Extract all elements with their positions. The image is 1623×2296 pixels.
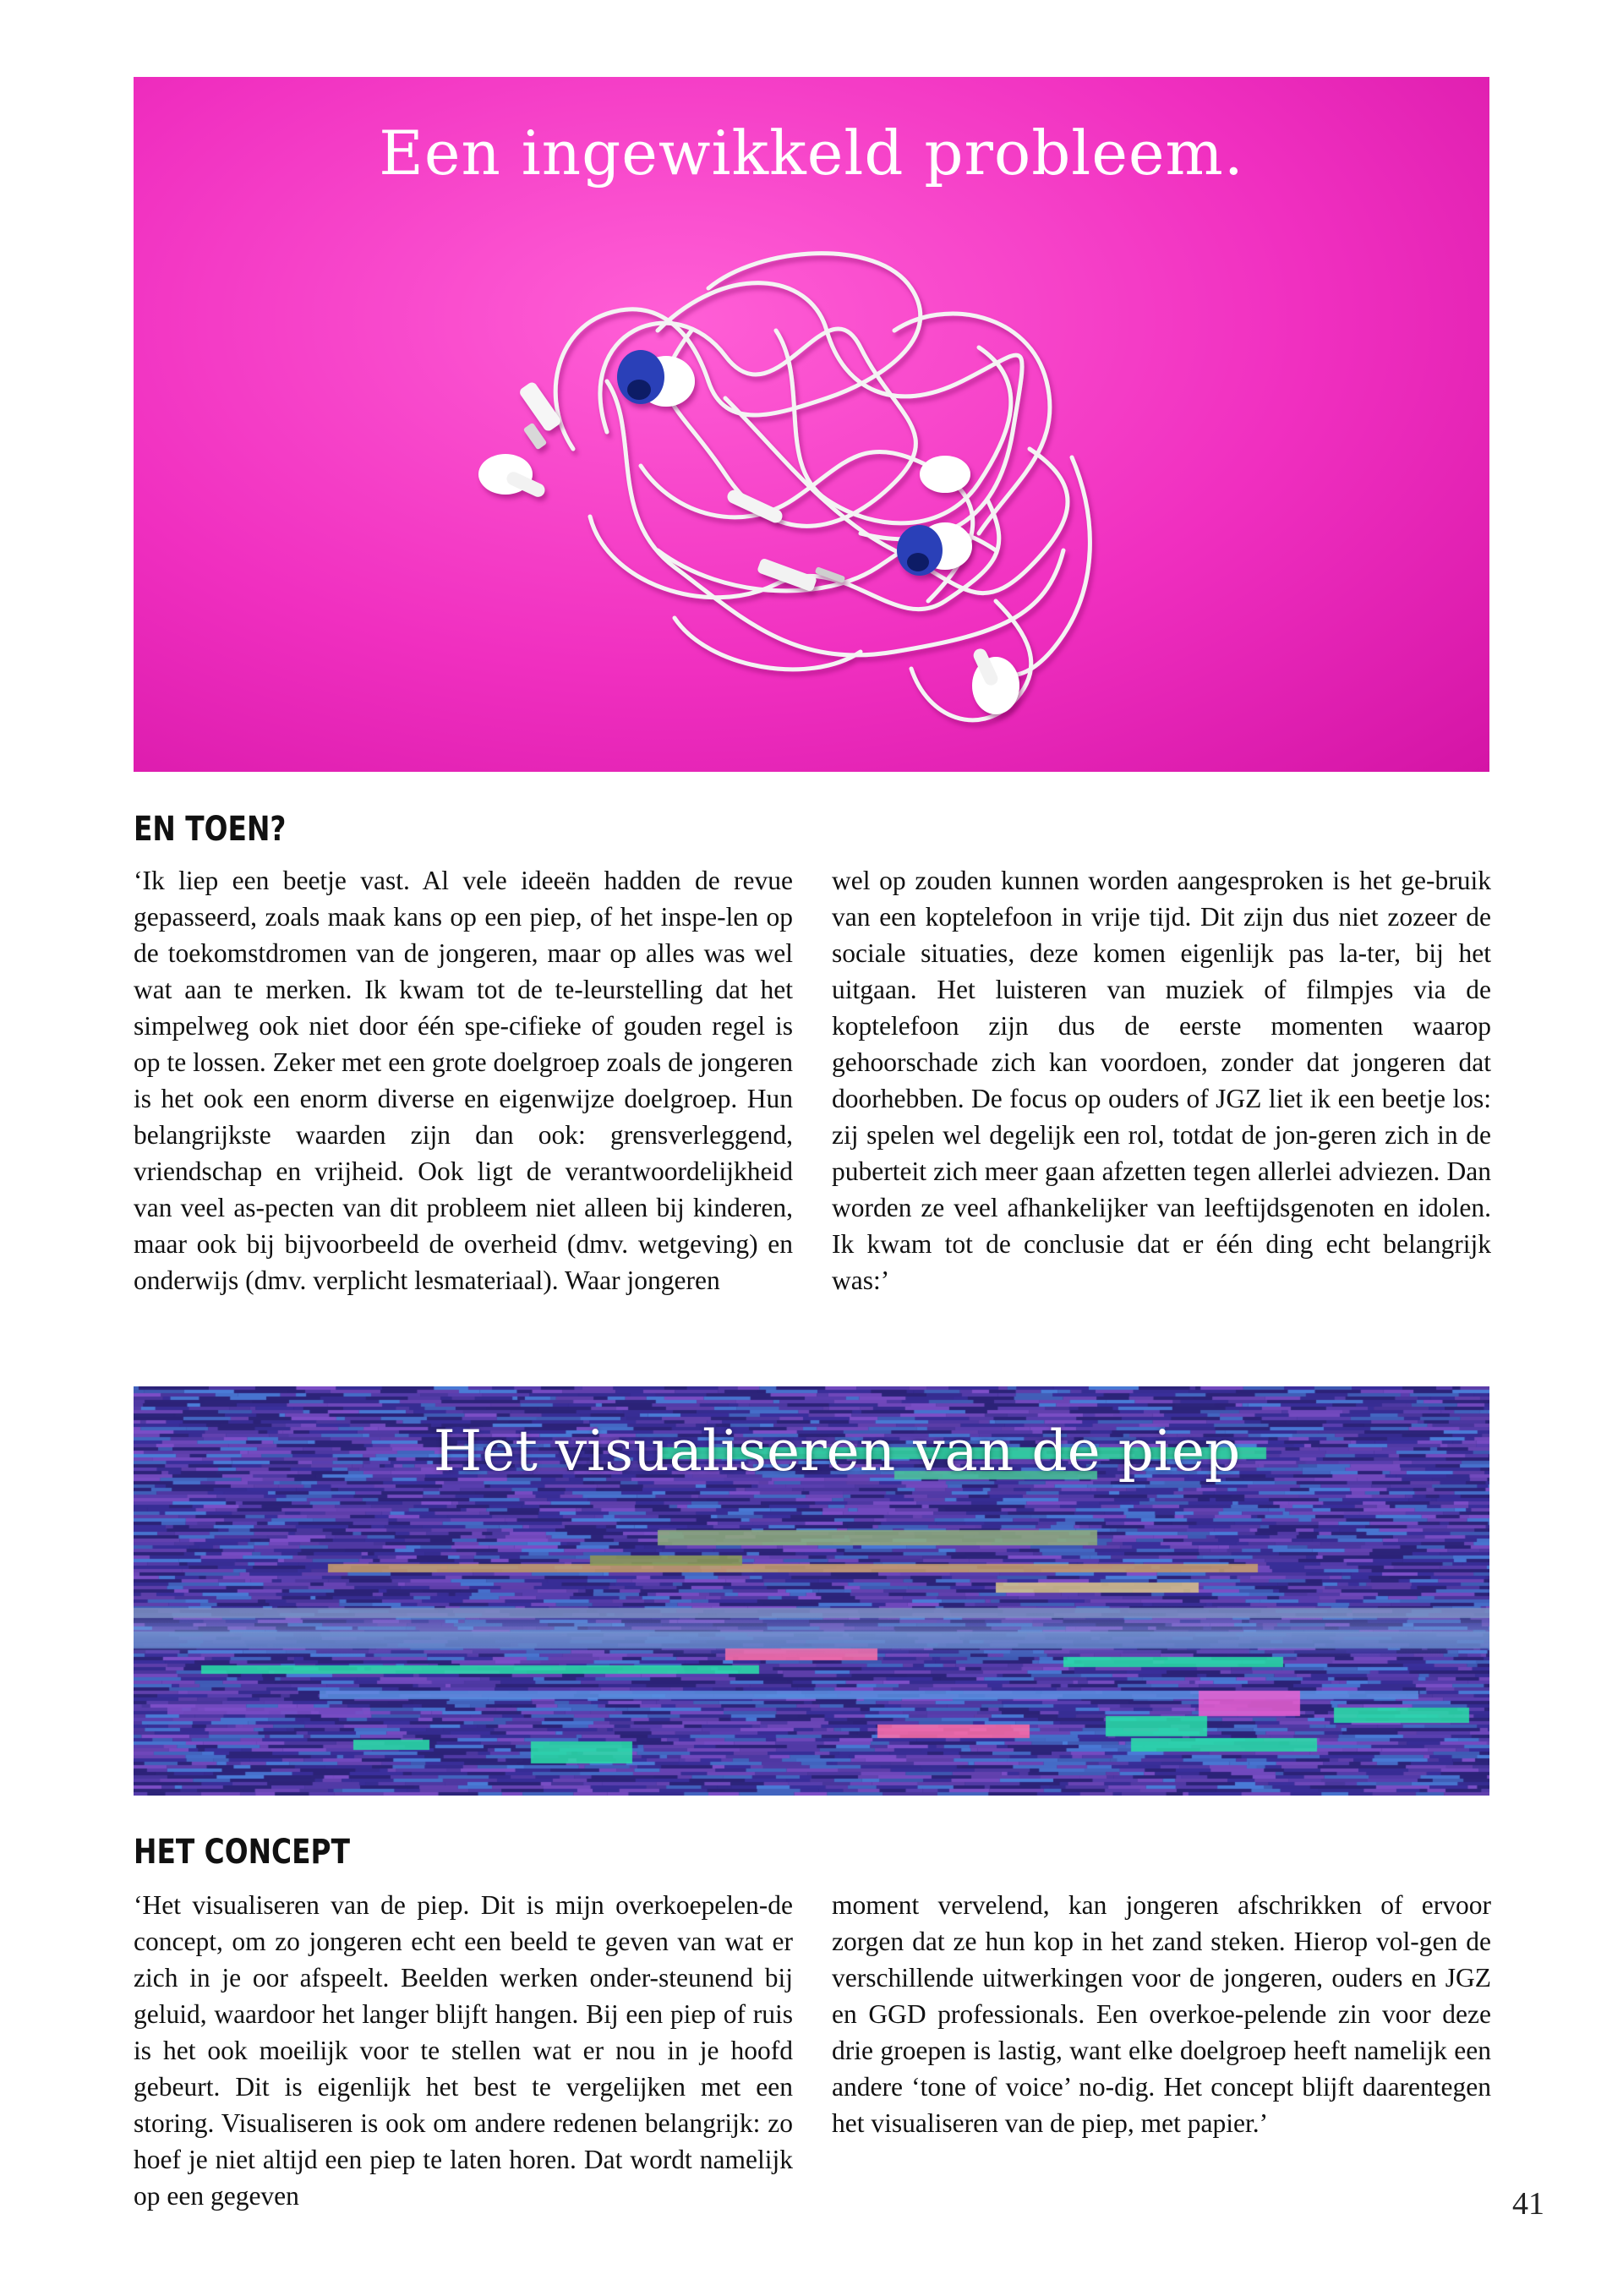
section-heading-het-concept: HET CONCEPT bbox=[134, 1833, 350, 1872]
hero-image-earphones bbox=[134, 77, 1489, 772]
glitch-banner-image bbox=[134, 1386, 1489, 1796]
body-paragraph: ‘Ik liep een beetje vast. Al vele ideeën hadden de revue gepasseerd, zoals maak kans op een piep, of het inspe-len op de toekomstdromen van de jongeren, maar op alles was wel wat aan te merken. Ik kwam tot de te-leurstelling dat het simpelweg ook niet door één spe-cifieke of gouden regel is op te lossen. Zeker met een grote doelgroep zoals de jongeren is het ook een enorm diverse en eigenwijze doelgroep. Hun belangrijkste waarden zijn dan ook: grensverleggend, vriendschap en vrijheid. Ook ligt de verantwoordelijkheid van veel as-pecten van dit probleem niet alleen bij kinderen, maar ook bij bijvoorbeeld de overheid (dmv. wetgeving) en onderwijs (dmv. verplicht lesmateriaal). Waar jongeren bbox=[134, 866, 793, 1295]
page-number: 41 bbox=[1512, 2186, 1544, 2222]
body-paragraph: moment vervelend, kan jongeren afschrikken of ervoor zorgen dat ze hun kop in het zand steken. Hierop vol-gen de verschillende uitwerkingen voor de jongeren, ouders en JGZ en GGD professionals. Een overkoe-pelende zin voor deze drie groepen is lastig, want elke doelgroep heeft namelijk een andere ‘tone of voice’ no-dig. Het concept blijft daarentegen het visualiseren van de piep, met papier.’ bbox=[832, 1890, 1491, 2138]
body-column-left bbox=[134, 862, 793, 1298]
section-heading-en-toen: EN TOEN? bbox=[134, 810, 287, 849]
hero-title: Een ingewikkeld probleem. bbox=[379, 118, 1244, 189]
glitch-banner-title: Het visualiseren van de piep bbox=[433, 1419, 1241, 1484]
body-paragraph: wel op zouden kunnen worden aangesproken is het ge-bruik van een koptelefoon in vrije tijd. Dit zijn dus niet zozeer de sociale situaties, deze komen eigenlijk pas la-ter, bij het uitgaan. Het luisteren van muziek of filmpjes via de koptelefoon zijn dus de eerste momenten waarop gehoorschade zich kan voordoen, zonder dat jongeren dat doorhebben. De focus op ouders of JGZ liet ik een beetje los: zij spelen wel degelijk een rol, totdat de jon-geren zich in de puberteit zich meer gaan afzetten tegen allerlei adviezen. Dan worden ze veel afhankelijker van leeftijdsgenoten en idolen. Ik kwam tot de conclusie dat er één ding echt belangrijk was:’ bbox=[832, 866, 1491, 1295]
body-paragraph: ‘Het visualiseren van de piep. Dit is mijn overkoepelen-de concept, om zo jongeren echt een beeld te geven van wat er zich in je oor afspeelt. Beelden werken onder-steunend bij geluid, waardoor het langer blijft hangen. Bij een piep of ruis is het ook moeilijk voor te stellen wat er nou in je hoofd gebeurt. Dit is eigenlijk het best te vergelijken met een storing. Visualiseren is ook om andere redenen belangrijk: zo hoef je niet altijd een piep te laten horen. Dat wordt namelijk op een gegeven bbox=[134, 1890, 793, 2211]
body-column-right bbox=[832, 862, 1491, 1298]
body-column-left bbox=[134, 1887, 793, 2214]
body-column-right bbox=[832, 1887, 1491, 2141]
